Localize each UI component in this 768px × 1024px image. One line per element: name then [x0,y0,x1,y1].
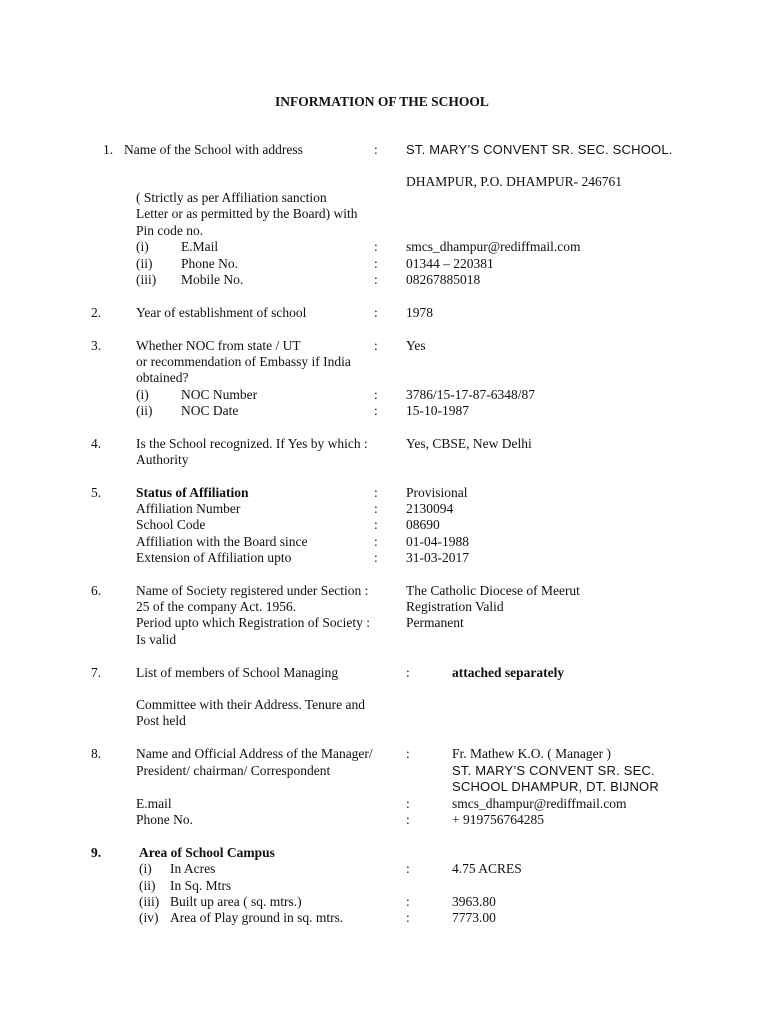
colon-separator: : [374,256,378,271]
committee-value: attached separately [452,665,565,680]
field-label: Name of Society registered under Section : [136,583,369,598]
field-label: Affiliation with the Board since [136,534,308,549]
manager-email-value: smcs_dhampur@rediffmail.com [452,796,627,811]
field-label: Built up area ( sq. mtrs.) [170,894,302,909]
sub-index: (i) [139,861,152,876]
field-label: List of members of School Managing [136,665,339,680]
field-label: Is the School recognized. If Yes by which : [136,436,368,451]
field-label: obtained? [136,370,189,385]
field-label: Year of establishment of school [136,305,307,320]
field-label: E.Mail [181,239,219,254]
sub-index: (iii) [136,272,157,287]
colon-separator: : [374,534,378,549]
sub-index: (ii) [136,403,153,418]
field-label: Authority [136,452,189,467]
colon-separator: : [374,272,378,287]
colon-separator: : [374,550,378,565]
built-up-area-value: 3963.80 [452,894,496,909]
affiliation-status-value: Provisional [406,485,468,500]
affiliation-number-value: 2130094 [406,501,454,516]
field-label: In Acres [170,861,216,876]
manager-address-value: SCHOOL DHAMPUR, DT. BIJNOR [452,779,659,794]
colon-separator: : [406,861,410,876]
colon-separator: : [406,812,410,827]
field-label: NOC Number [181,387,258,402]
field-note: Pin code no. [136,223,204,238]
field-label: Mobile No. [181,272,244,287]
item-number: 8. [91,746,102,761]
field-label: Area of Play ground in sq. mtrs. [170,910,344,925]
registration-value: Registration Valid [406,599,504,614]
field-label: Name of the School with address [124,142,303,157]
field-label: Phone No. [181,256,238,271]
playground-area-value: 7773.00 [452,910,496,925]
field-label: NOC Date [181,403,239,418]
item-number: 5. [91,485,102,500]
colon-separator: : [406,894,410,909]
sub-index: (ii) [139,878,156,893]
field-label: Name and Official Address of the Manager/ [136,746,373,761]
noc-value: Yes [406,338,426,353]
noc-date-value: 15-10-1987 [406,403,469,418]
area-acres-value: 4.75 ACRES [452,861,522,876]
field-label: Is valid [136,632,177,647]
colon-separator: : [374,338,378,353]
colon-separator: : [374,239,378,254]
field-label: Post held [136,713,186,728]
item-number: 6. [91,583,102,598]
school-address-value: DHAMPUR, P.O. DHAMPUR- 246761 [406,174,623,189]
field-label: Period upto which Registration of Society : [136,615,370,630]
colon-separator: : [406,665,410,680]
field-label: Status of Affiliation [136,485,249,500]
field-label: Whether NOC from state / UT [136,338,301,353]
manager-address-value: ST. MARY’S CONVENT SR. SEC. [452,763,655,778]
item-number: 4. [91,436,102,451]
field-label: President/ chairman/ Correspondent [136,763,331,778]
field-note: Letter or as permitted by the Board) with [136,206,358,221]
year-value: 1978 [406,305,433,320]
field-label: Extension of Affiliation upto [136,550,292,565]
phone-value: 01344 – 220381 [406,256,494,271]
noc-number-value: 3786/15-17-87-6348/87 [406,387,535,402]
item-number: 3. [91,338,102,353]
registration-period-value: Permanent [406,615,464,630]
mobile-value: 08267885018 [406,272,481,287]
colon-separator: : [374,517,378,532]
manager-phone-value: + 919756764285 [452,812,544,827]
field-label: Committee with their Address. Tenure and [136,697,366,712]
item-number: 9. [91,845,102,860]
colon-separator: : [374,305,378,320]
colon-separator: : [406,746,410,761]
recognition-value: Yes, CBSE, New Delhi [406,436,532,451]
field-label: In Sq. Mtrs [170,878,232,893]
item-number: 2. [91,305,102,320]
colon-separator: : [374,387,378,402]
field-label: 25 of the company Act. 1956. [136,599,297,614]
sub-index: (ii) [136,256,153,271]
colon-separator: : [374,142,378,157]
field-label: E.mail [136,796,172,811]
school-name-value: ST. MARY’S CONVENT SR. SEC. SCHOOL. [406,142,673,157]
sub-index: (iv) [139,910,159,925]
sub-index: (i) [136,387,149,402]
colon-separator: : [406,796,410,811]
colon-separator: : [374,403,378,418]
colon-separator: : [374,485,378,500]
manager-name-value: Fr. Mathew K.O. ( Manager ) [452,746,611,761]
school-code-value: 08690 [406,517,440,532]
field-label: School Code [136,517,206,532]
society-name-value: The Catholic Diocese of Meerut [406,583,580,598]
colon-separator: : [374,501,378,516]
field-label: Affiliation Number [136,501,241,516]
sub-index: (i) [136,239,149,254]
email-value: smcs_dhampur@rediffmail.com [406,239,581,254]
field-label: or recommendation of Embassy if India [136,354,351,369]
document-title: INFORMATION OF THE SCHOOL [275,94,489,109]
affiliation-extension-value: 31-03-2017 [406,550,469,565]
colon-separator: : [406,910,410,925]
affiliation-since-value: 01-04-1988 [406,534,469,549]
sub-index: (iii) [139,894,160,909]
field-label: Phone No. [136,812,193,827]
field-label: Area of School Campus [139,845,275,860]
item-number: 1. [103,142,114,157]
field-note: ( Strictly as per Affiliation sanction [136,190,327,205]
item-number: 7. [91,665,102,680]
